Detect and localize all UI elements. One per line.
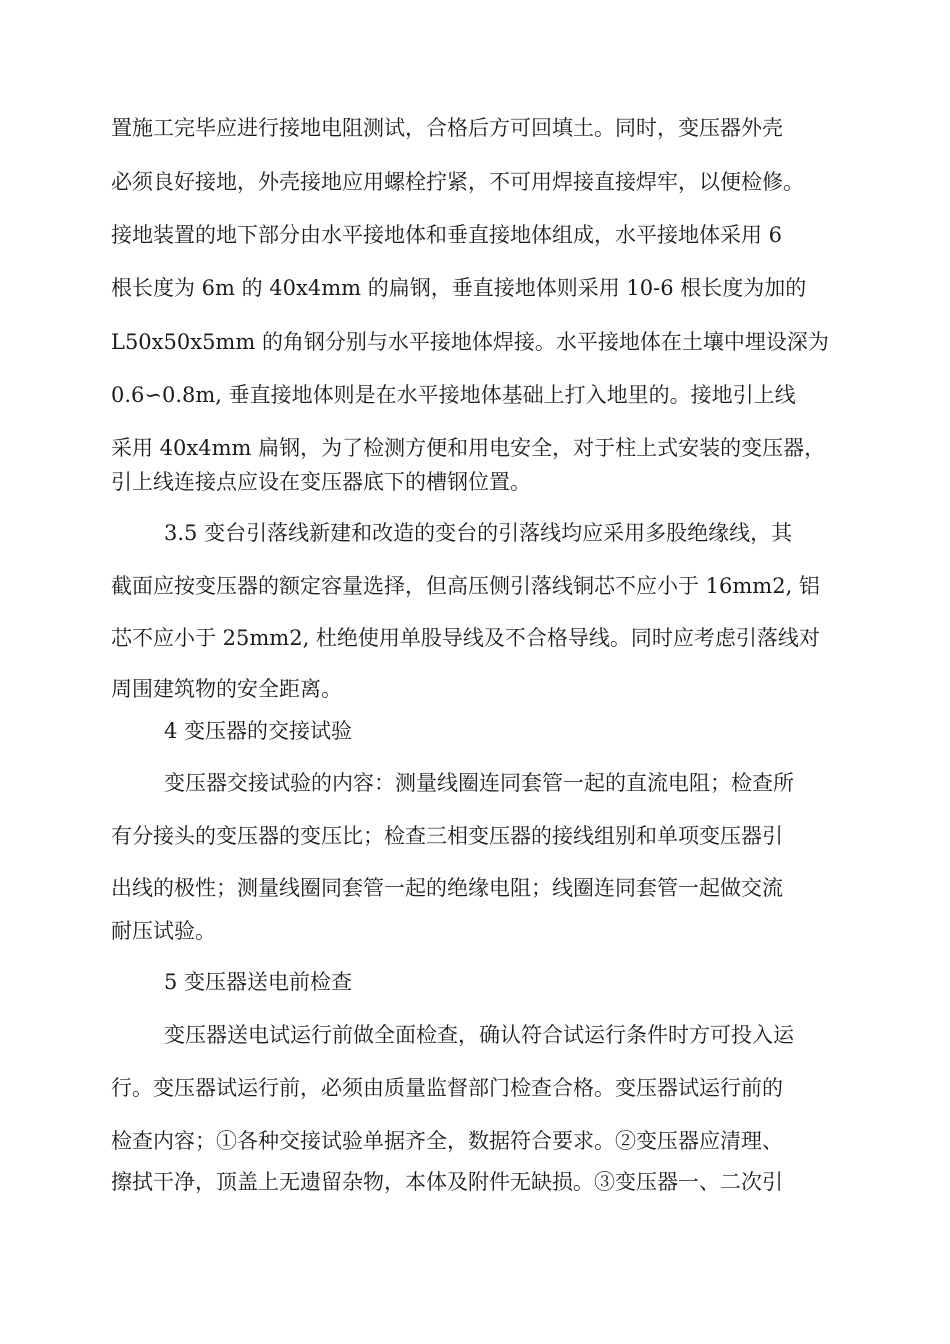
text-line: L50x50x5mm 的角钢分别与水平接地体焊接。水平接地体在土壤中埋设深为 [111,330,829,354]
text-line: 擦拭干净，顶盖上无遗留杂物，本体及附件无缺损。③变压器一、二次引 [111,1170,783,1194]
text-line: 引上线连接点应设在变压器底下的槽钢位置。 [111,470,531,494]
section-heading: 5 变压器送电前检查 [164,970,353,994]
text-line: 0.6∽0.8m, 垂直接地体则是在水平接地体基础上打入地里的。接地引上线 [111,383,796,407]
text-line: 行。变压器试运行前，必须由质量监督部门检查合格。变压器试运行前的 [111,1076,783,1100]
text-line: 必须良好接地，外壳接地应用螺栓拧紧，不可用焊接直接焊牢，以便检修。 [111,170,804,194]
section-heading: 4 变压器的交接试验 [164,719,353,743]
text-line: 根长度为 6m 的 40x4mm 的扁钢，垂直接地体则采用 10-6 根长度为加的 [111,276,807,300]
text-line: 检查内容；①各种交接试验单据齐全，数据符合要求。②变压器应清理、 [111,1129,783,1153]
paragraph-start: 变压器交接试验的内容：测量线圈连同套管一起的直流电阻；检查所 [164,771,794,795]
section-paragraph-start: 3.5 变台引落线新建和改造的变台的引落线均应采用多股绝缘线，其 [164,521,793,545]
text-line: 置施工完毕应进行接地电阻测试，合格后方可回填土。同时，变压器外壳 [111,116,783,140]
text-line: 周围建筑物的安全距离。 [111,677,342,701]
text-line: 芯不应小于 25mm2, 杜绝使用单股导线及不合格导线。同时应考虑引落线对 [111,626,820,650]
text-line: 截面应按变压器的额定容量选择，但高压侧引落线铜芯不应小于 16mm2, 铝 [111,574,820,598]
paragraph-start: 变压器送电试运行前做全面检查，确认符合试运行条件时方可投入运 [164,1023,794,1047]
text-line: 耐压试验。 [111,919,216,943]
text-line: 出线的极性；测量线圈同套管一起的绝缘电阻；线圈连同套管一起做交流 [111,876,783,900]
text-line: 采用 40x4mm 扁钢，为了检测方便和用电安全，对于柱上式安装的变压器， [111,436,826,460]
text-line: 有分接头的变压器的变压比；检查三相变压器的接线组别和单项变压器引 [111,824,783,848]
text-line: 接地装置的地下部分由水平接地体和垂直接地体组成，水平接地体采用 6 [111,223,783,247]
